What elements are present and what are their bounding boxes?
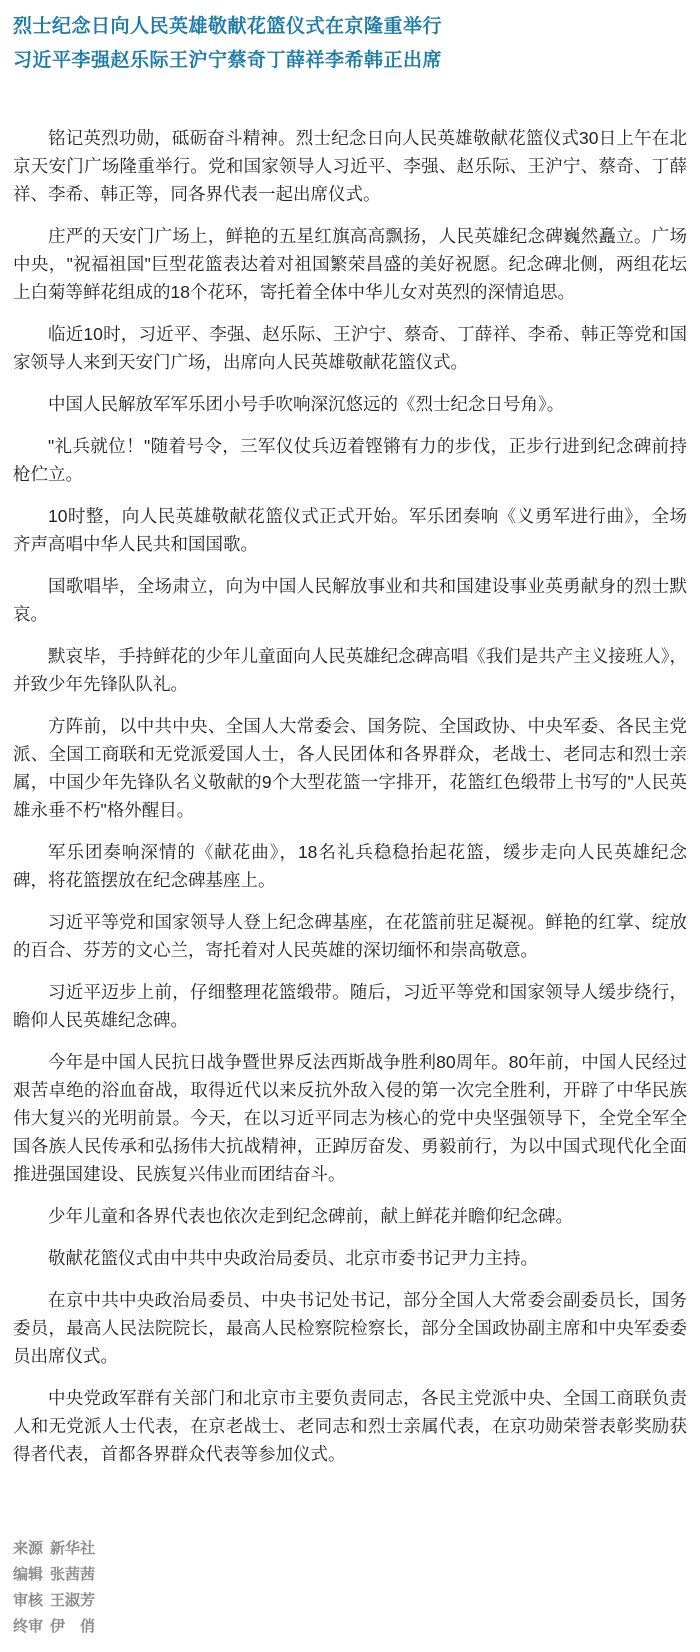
credit-value: 伊 俏 (50, 1618, 96, 1635)
article-body (13, 124, 687, 1468)
article-paragraph: 军乐团奏响深情的《献花曲》，18名礼兵稳稳抬起花篮，缓步走向人民英雄纪念碑，将花篮摆放在纪念碑基座上。 (13, 842, 687, 890)
article-paragraph: "礼兵就位！"随着号令，三军仪仗兵迈着铿锵有力的步伐，正步行进到纪念碑前持枪伫立。 (13, 436, 687, 484)
article-paragraph: 敬献花篮仪式由中共中央政治局委员、北京市委书记尹力主持。 (48, 1248, 538, 1268)
article-paragraph: 默哀毕，手持鲜花的少年儿童面向人民英雄纪念碑高唱《我们是共产主义接班人》，并致少年先锋队队礼。 (13, 646, 687, 694)
credit-label: 审核 (13, 1592, 44, 1609)
credit-row (13, 1536, 687, 1562)
article-paragraph: 铭记英烈功勋，砥砺奋斗精神。烈士纪念日向人民英雄敬献花篮仪式30日上午在北京天安门广场隆重举行。党和国家领导人习近平、李强、赵乐际、王沪宁、蔡奇、丁薛祥、李希、韩正等，同各界代表一起出席仪式。 (13, 128, 687, 204)
article-title-line1: 烈士纪念日向人民英雄敬献花篮仪式在京隆重举行 (13, 16, 443, 37)
article-paragraph: 在京中共中央政治局委员、中央书记处书记，部分全国人大常委会副委员长，国务委员，最高人民法院院长，最高人民检察院检察长，部分全国政协副主席和中央军委委员出席仪式。 (13, 1290, 687, 1366)
credit-label: 终审 (13, 1618, 44, 1635)
article-paragraph: 临近10时，习近平、李强、赵乐际、王沪宁、蔡奇、丁薛祥、李希、韩正等党和国家领导人来到天安门广场，出席向人民英雄敬献花篮仪式。 (13, 324, 687, 372)
article-paragraph: 国歌唱毕，全场肃立，向为中国人民解放事业和共和国建设事业英勇献身的烈士默哀。 (13, 576, 687, 624)
credit-value: 王淑芳 (50, 1592, 96, 1609)
article-paragraph: 今年是中国人民抗日战争暨世界反法西斯战争胜利80周年。80年前，中国人民经过艰苦卓绝的浴血奋战，取得近代以来反抗外敌入侵的第一次完全胜利，开辟了中华民族伟大复兴的光明前景。今天，在以习近平同志为核心的党中央坚强领导下，全党全军全国各族人民传承和弘扬伟大抗战精神，正踔厉奋发、勇毅前行，为以中国式现代化全面推进强国建设、民族复兴伟业而团结奋斗。 (13, 1052, 687, 1184)
article-title-line2: 习近平李强赵乐际王沪宁蔡奇丁薛祥李希韩正出席 (13, 50, 443, 71)
credit-row (13, 1614, 687, 1640)
credit-value: 张茜茜 (50, 1566, 96, 1583)
credit-label: 来源 (13, 1540, 44, 1557)
credit-label: 编辑 (13, 1566, 44, 1583)
article-paragraph: 习近平等党和国家领导人登上纪念碑基座，在花篮前驻足凝视。鲜艳的红掌、绽放的百合、芬芳的文心兰，寄托着对人民英雄的深切缅怀和崇高敬意。 (13, 912, 687, 960)
credit-row (13, 1588, 687, 1614)
article-paragraph: 中央党政军群有关部门和北京市主要负责同志，各民主党派中央、全国工商联负责人和无党派人士代表，在京老战士、老同志和烈士亲属代表，在京功勋荣誉表彰奖励获得者代表，首都各界群众代表等参加仪式。 (13, 1388, 687, 1464)
article-paragraph: 10时整，向人民英雄敬献花篮仪式正式开始。军乐团奏响《义勇军进行曲》，全场齐声高唱中华人民共和国国歌。 (13, 506, 687, 554)
article-header (13, 10, 687, 78)
article-footer (13, 1536, 687, 1640)
article-paragraph: 庄严的天安门广场上，鲜艳的五星红旗高高飘扬，人民英雄纪念碑巍然矗立。广场中央，"祝福祖国"巨型花篮表达着对祖国繁荣昌盛的美好祝愿。纪念碑北侧，两组花坛上白菊等鲜花组成的18个花环，寄托着全体中华儿女对英烈的深情追思。 (13, 226, 687, 302)
article-paragraph: 习近平迈步上前，仔细整理花篮缎带。随后，习近平等党和国家领导人缓步绕行，瞻仰人民英雄纪念碑。 (13, 982, 687, 1030)
article-paragraph: 中国人民解放军军乐团小号手吹响深沉悠远的《烈士纪念日号角》。 (48, 394, 565, 414)
article-paragraph: 少年儿童和各界代表也依次走到纪念碑前，献上鲜花并瞻仰纪念碑。 (48, 1206, 573, 1226)
credit-row (13, 1562, 687, 1588)
credit-value: 新华社 (50, 1540, 96, 1557)
article-paragraph: 方阵前，以中共中央、全国人大常委会、国务院、全国政协、中央军委、各民主党派、全国工商联和无党派爱国人士，各人民团体和各界群众，老战士、老同志和烈士亲属，中国少年先锋队名义敬献的9个大型花篮一字排开，花篮红色缎带上书写的"人民英雄永垂不朽"格外醒目。 (13, 716, 687, 820)
